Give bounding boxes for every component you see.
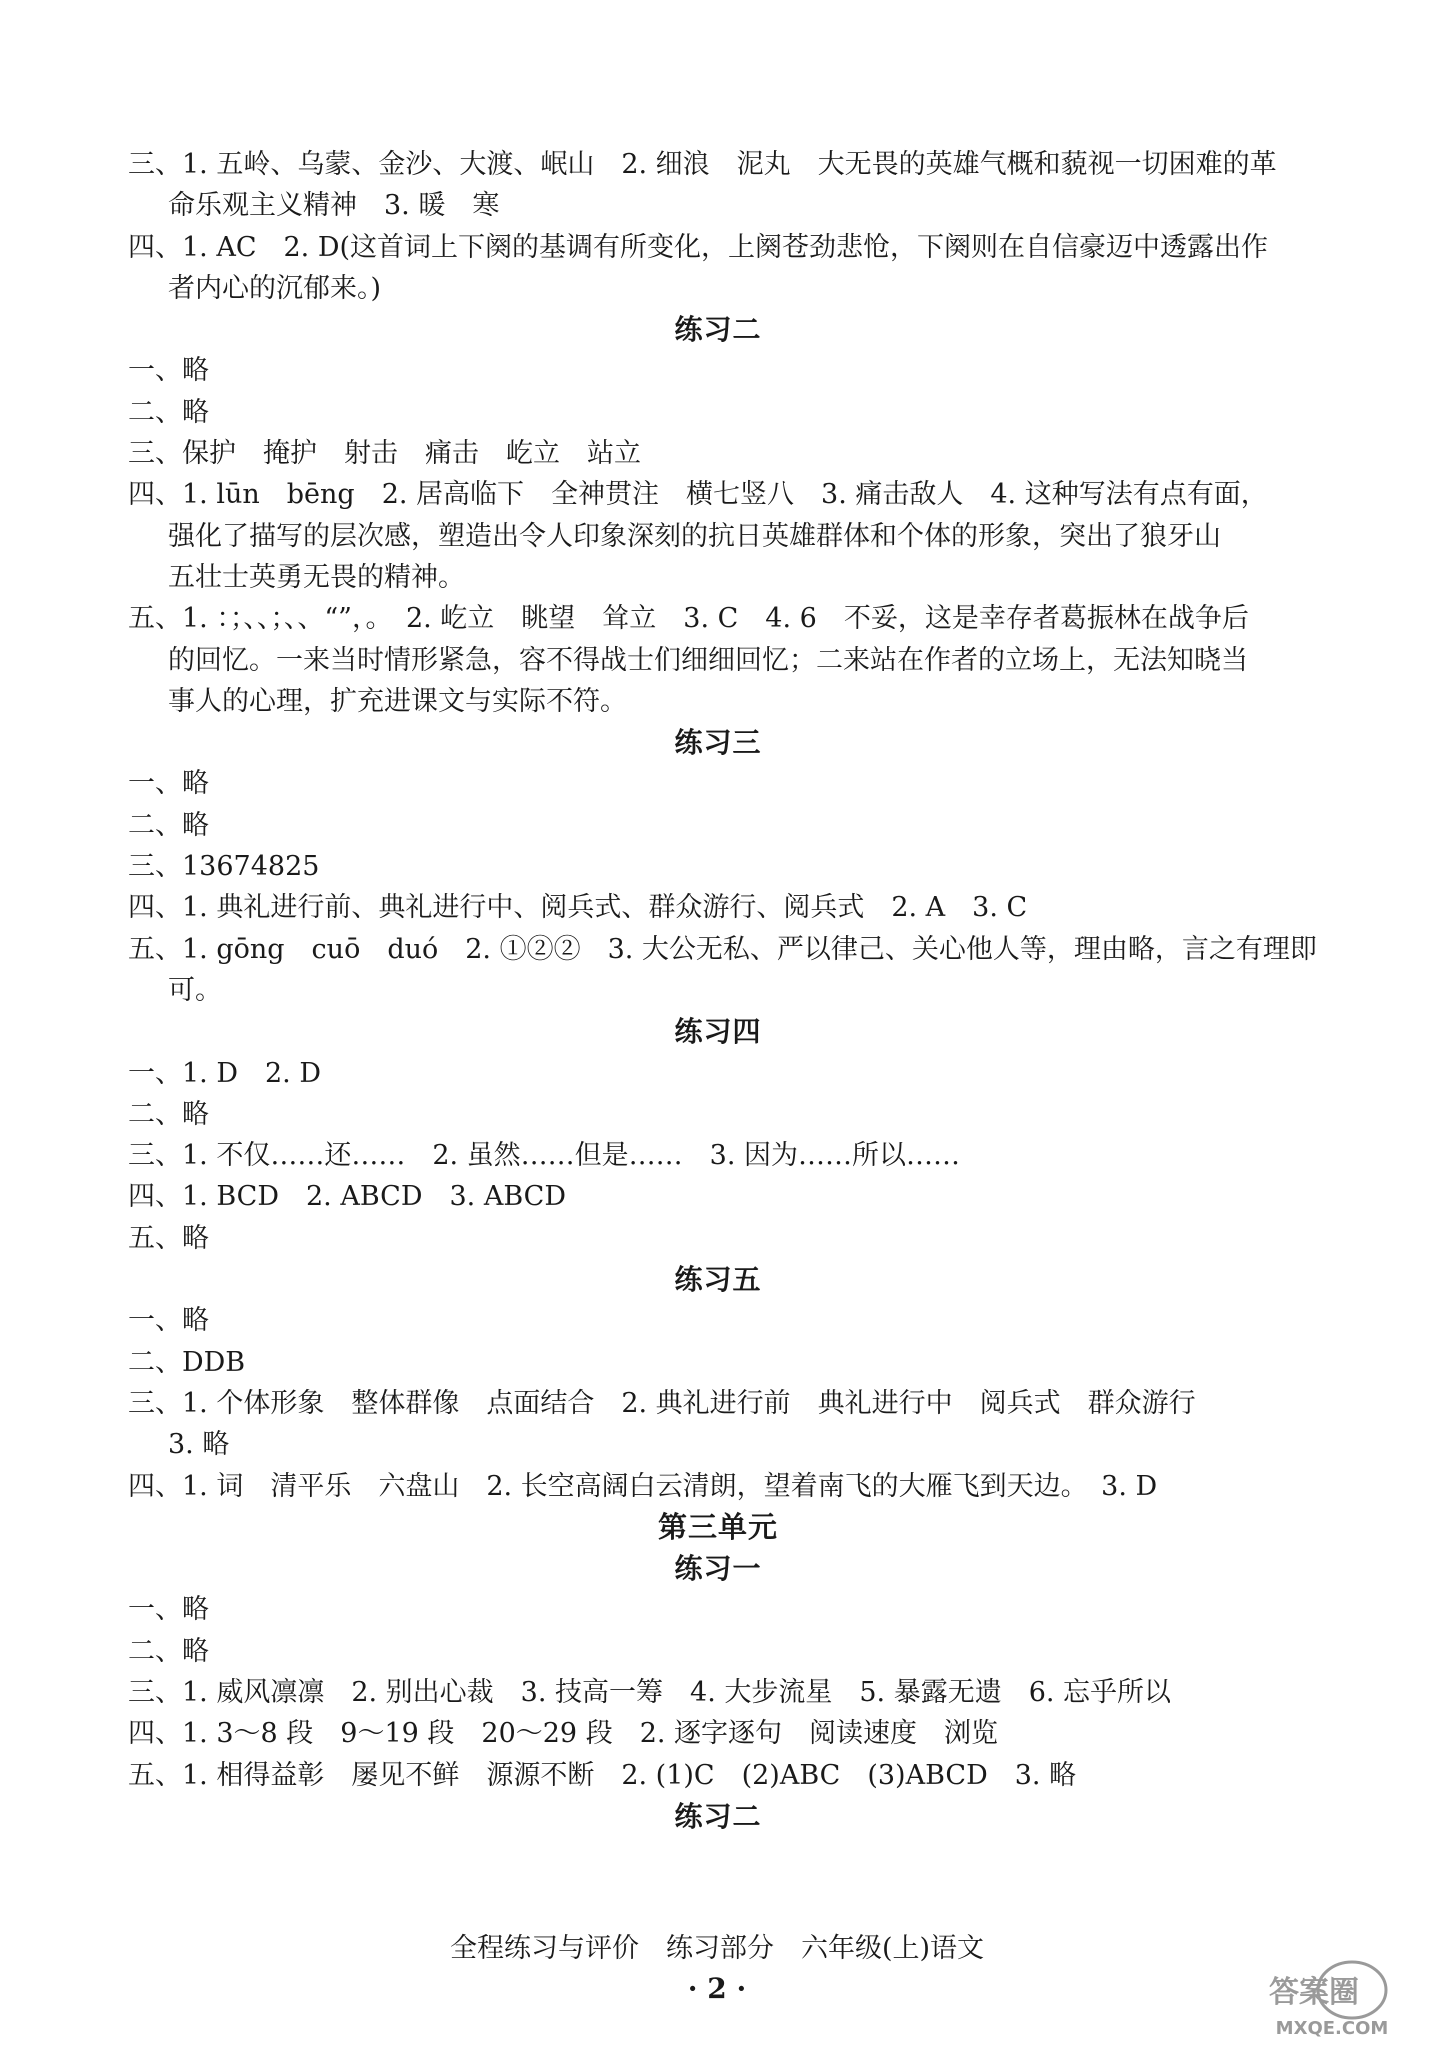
answer-content	[128, 144, 1317, 1837]
answer-line: 一、略	[128, 355, 209, 387]
section-heading: 练习二	[674, 313, 762, 347]
answer-line: 四、1. 3～8 段 9～19 段 20～29 段 2. 逐字逐句 阅读速度 浏览	[128, 1718, 999, 1750]
answer-line: 四、1. lūn bēng 2. 居高临下 全神贯注 横七竖八 3. 痛击敌人 4. 这种写法有点有面，	[128, 479, 1268, 511]
footer-title: 全程练习与评价 练习部分 六年级(上)语文	[449, 1933, 985, 1964]
answer-line: 五壮士英勇无畏的精神。	[168, 561, 465, 593]
watermark-url: MXQE.COM	[1275, 2018, 1389, 2039]
answer-line: 可。	[168, 974, 222, 1006]
section-heading: 练习一	[674, 1552, 762, 1586]
answer-line: 一、1. D 2. D	[128, 1057, 321, 1089]
watermark-logo	[1202, 1950, 1412, 2040]
answer-line: 事人的心理，扩充进课文与实际不符。	[168, 685, 627, 717]
answer-line: 五、1. 相得益彰 屡见不鲜 源源不断 2. (1)C (2)ABC (3)ABCD 3. 略	[128, 1759, 1077, 1791]
answer-line: 四、1. AC 2. D(这首词上下阕的基调有所变化，上阕苍劲悲怆，下阕则在自信豪迈中透露出作	[128, 231, 1269, 263]
answer-line: 二、略	[128, 1635, 209, 1667]
answer-line: 一、略	[128, 1594, 209, 1626]
answer-line: 二、DDB	[128, 1346, 246, 1378]
answer-line: 二、略	[128, 396, 209, 428]
answer-line: 五、1. ：；、、；、、“”，。 2. 屹立 眺望 耸立 3. C 4. 6 不妥，这是幸存者葛振林在战争后	[128, 603, 1249, 635]
answer-line: 三、13674825	[128, 851, 320, 883]
answer-line: 三、1. 威风凛凛 2. 别出心裁 3. 技高一筹 4. 大步流星 5. 暴露无遗 6. 忘乎所以	[128, 1676, 1172, 1708]
watermark-text: 答案圈	[1269, 1975, 1359, 2010]
answer-line: 3. 略	[168, 1429, 230, 1461]
answer-line: 四、1. BCD 2. ABCD 3. ABCD	[128, 1181, 566, 1213]
answer-line: 二、略	[128, 1098, 209, 1130]
answer-line: 五、略	[128, 1222, 209, 1254]
answer-line: 三、1. 个体形象 整体群像 点面结合 2. 典礼进行前 典礼进行中 阅兵式 群众游行	[128, 1387, 1196, 1419]
answer-line: 命乐观主义精神 3. 暖 寒	[168, 190, 500, 222]
answer-line: 二、略	[128, 809, 209, 841]
answer-line: 四、1. 词 清平乐 六盘山 2. 长空高阔白云清朗，望着南飞的大雁飞到天边。 3. D	[128, 1470, 1158, 1502]
answer-line: 四、1. 典礼进行前、典礼进行中、阅兵式、群众游行、阅兵式 2. A 3. C	[128, 892, 1028, 924]
section-heading: 练习三	[674, 726, 762, 760]
page-number: · 2 ·	[687, 1972, 747, 2005]
answer-line: 一、略	[128, 768, 209, 800]
section-heading: 练习二	[674, 1799, 762, 1833]
section-heading: 练习五	[674, 1263, 762, 1297]
answer-line: 者内心的沉郁来。)	[168, 272, 382, 304]
answer-line: 的回忆。一来当时情形紧急，容不得战士们细细回忆；二来站在作者的立场上，无法知晓当	[168, 644, 1248, 676]
answer-line: 五、1. gōng cuō duó 2. ①②② 3. 大公无私、严以律己、关心他人等，理由略，言之有理即	[128, 933, 1317, 965]
answer-line: 三、保护 掩护 射击 痛击 屹立 站立	[128, 438, 641, 470]
answer-line: 三、1. 五岭、乌蒙、金沙、大渡、岷山 2. 细浪 泥丸 大无畏的英雄气概和藐视一切困难的革	[128, 149, 1277, 180]
answer-line: 三、1. 不仅……还…… 2. 虽然……但是…… 3. 因为……所以……	[128, 1140, 961, 1172]
section-heading: 练习四	[674, 1015, 762, 1049]
answer-line: 强化了描写的层次感，塑造出令人印象深刻的抗日英雄群体和个体的形象，突出了狼牙山	[168, 520, 1221, 552]
answer-line: 一、略	[128, 1305, 209, 1337]
unit-heading: 第三单元	[657, 1509, 778, 1544]
